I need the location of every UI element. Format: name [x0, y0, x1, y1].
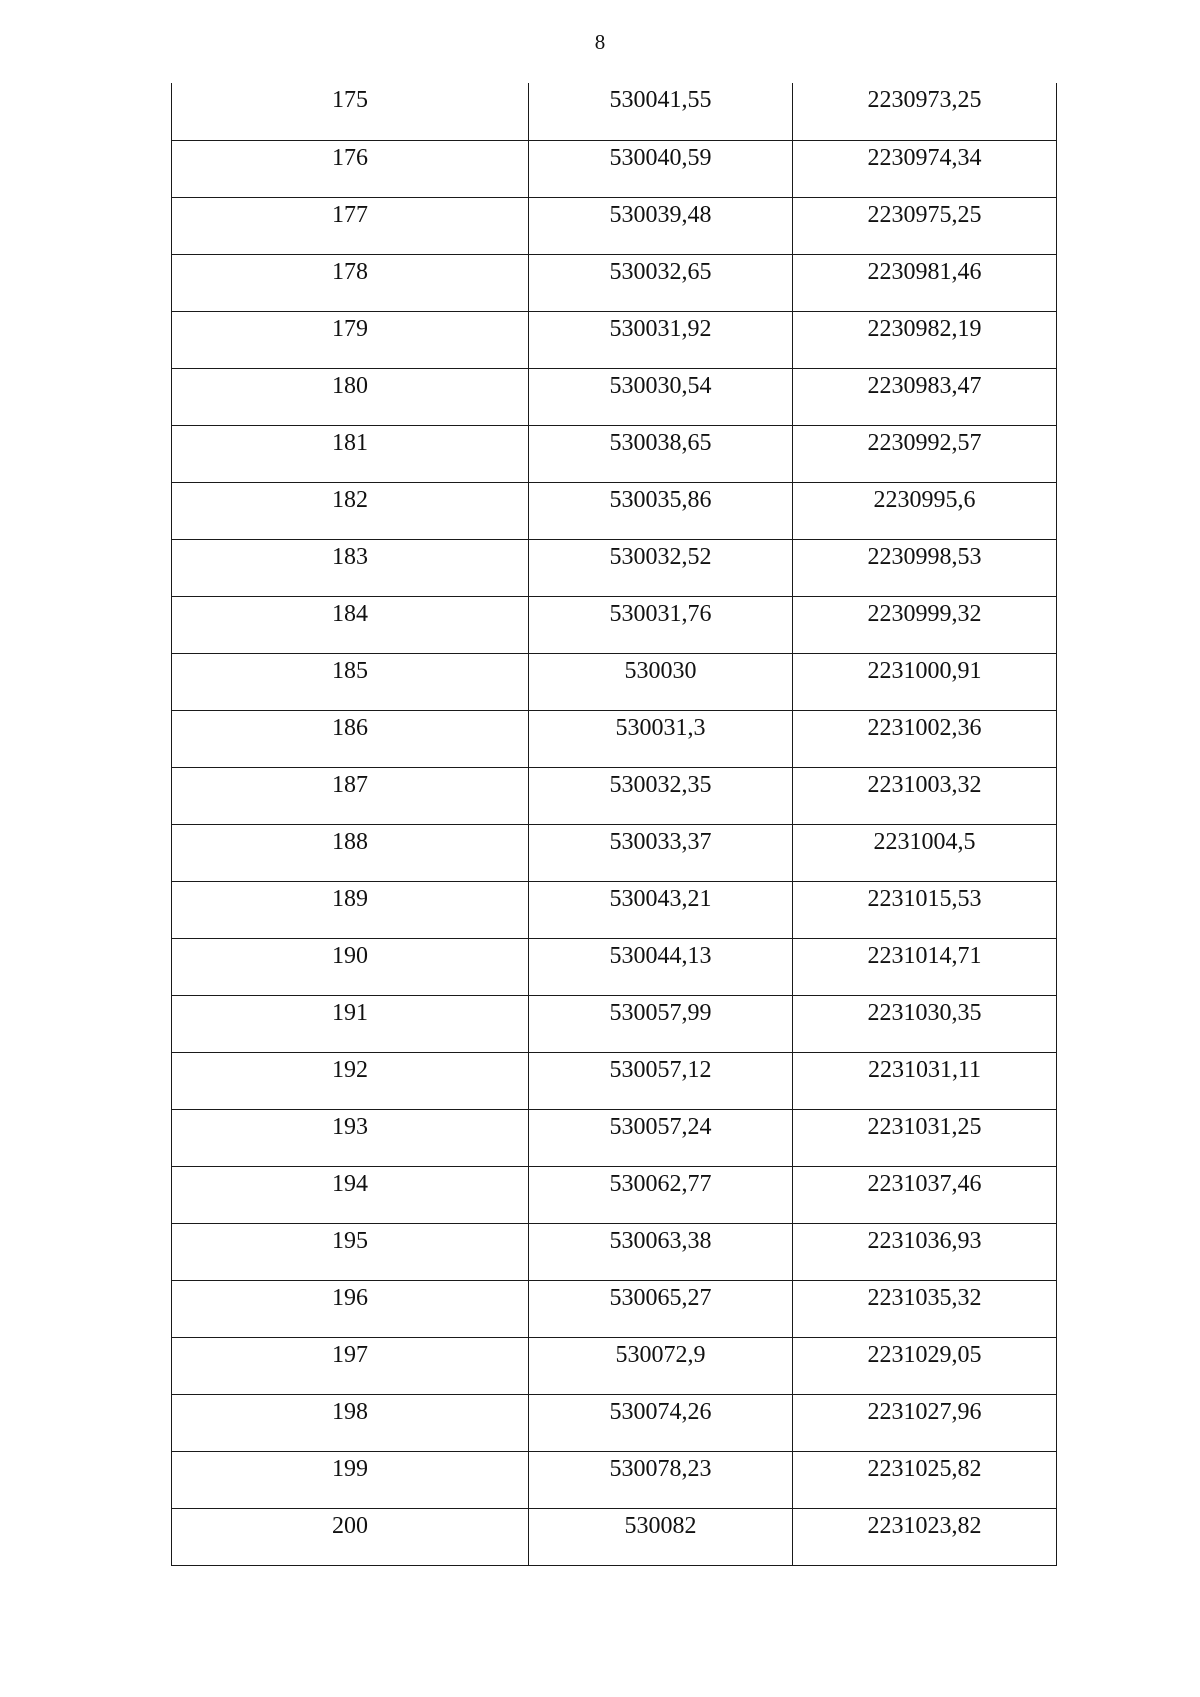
table-row	[172, 1052, 1057, 1109]
x-coordinate-cell: 530057,12	[529, 1052, 793, 1109]
y-coordinate-cell: 2231037,46	[793, 1166, 1057, 1223]
point-number-cell: 176	[172, 140, 529, 197]
point-number-cell: 187	[172, 767, 529, 824]
x-coordinate-cell: 530063,38	[529, 1223, 793, 1280]
y-coordinate-cell: 2231003,32	[793, 767, 1057, 824]
x-coordinate-cell: 530032,52	[529, 539, 793, 596]
y-coordinate-cell: 2231030,35	[793, 995, 1057, 1052]
x-coordinate-cell: 530032,35	[529, 767, 793, 824]
y-coordinate-cell: 2231004,5	[793, 824, 1057, 881]
x-coordinate-cell: 530043,21	[529, 881, 793, 938]
x-coordinate-cell: 530035,86	[529, 482, 793, 539]
point-number-cell: 196	[172, 1280, 529, 1337]
x-coordinate-cell: 530074,26	[529, 1394, 793, 1451]
table-row	[172, 653, 1057, 710]
x-coordinate-cell: 530030	[529, 653, 793, 710]
point-number-cell: 182	[172, 482, 529, 539]
point-number-cell: 190	[172, 938, 529, 995]
point-number-cell: 175	[172, 83, 529, 140]
x-coordinate-cell: 530031,76	[529, 596, 793, 653]
table-body	[172, 83, 1057, 1565]
table-row	[172, 425, 1057, 482]
table-row	[172, 140, 1057, 197]
x-coordinate-cell: 530033,37	[529, 824, 793, 881]
point-number-cell: 179	[172, 311, 529, 368]
table-row	[172, 710, 1057, 767]
page-number: 8	[594, 30, 606, 54]
y-coordinate-cell: 2230982,19	[793, 311, 1057, 368]
table-row	[172, 881, 1057, 938]
x-coordinate-cell: 530057,24	[529, 1109, 793, 1166]
table-row	[172, 938, 1057, 995]
point-number-cell: 184	[172, 596, 529, 653]
point-number-cell: 181	[172, 425, 529, 482]
point-number-cell: 189	[172, 881, 529, 938]
table-row	[172, 1223, 1057, 1280]
table-row	[172, 1394, 1057, 1451]
point-number-cell: 192	[172, 1052, 529, 1109]
x-coordinate-cell: 530040,59	[529, 140, 793, 197]
point-number-cell: 191	[172, 995, 529, 1052]
y-coordinate-cell: 2231025,82	[793, 1451, 1057, 1508]
x-coordinate-cell: 530030,54	[529, 368, 793, 425]
y-coordinate-cell: 2231029,05	[793, 1337, 1057, 1394]
point-number-cell: 178	[172, 254, 529, 311]
table-row	[172, 1109, 1057, 1166]
table-row	[172, 197, 1057, 254]
table-row	[172, 311, 1057, 368]
y-coordinate-cell: 2231036,93	[793, 1223, 1057, 1280]
y-coordinate-cell: 2230998,53	[793, 539, 1057, 596]
y-coordinate-cell: 2230975,25	[793, 197, 1057, 254]
table-row	[172, 482, 1057, 539]
point-number-cell: 188	[172, 824, 529, 881]
point-number-cell: 197	[172, 1337, 529, 1394]
table-row	[172, 995, 1057, 1052]
y-coordinate-cell: 2230999,32	[793, 596, 1057, 653]
table-row	[172, 596, 1057, 653]
table-row	[172, 83, 1057, 140]
table-row	[172, 1280, 1057, 1337]
point-number-cell: 177	[172, 197, 529, 254]
y-coordinate-cell: 2231031,11	[793, 1052, 1057, 1109]
x-coordinate-cell: 530041,55	[529, 83, 793, 140]
table-row	[172, 767, 1057, 824]
point-number-cell: 193	[172, 1109, 529, 1166]
table-row	[172, 254, 1057, 311]
x-coordinate-cell: 530031,92	[529, 311, 793, 368]
y-coordinate-cell: 2231023,82	[793, 1508, 1057, 1565]
x-coordinate-cell: 530038,65	[529, 425, 793, 482]
y-coordinate-cell: 2231035,32	[793, 1280, 1057, 1337]
point-number-cell: 199	[172, 1451, 529, 1508]
y-coordinate-cell: 2230983,47	[793, 368, 1057, 425]
x-coordinate-cell: 530044,13	[529, 938, 793, 995]
x-coordinate-cell: 530057,99	[529, 995, 793, 1052]
point-number-cell: 185	[172, 653, 529, 710]
y-coordinate-cell: 2231027,96	[793, 1394, 1057, 1451]
x-coordinate-cell: 530039,48	[529, 197, 793, 254]
point-number-cell: 186	[172, 710, 529, 767]
x-coordinate-cell: 530078,23	[529, 1451, 793, 1508]
y-coordinate-cell: 2230974,34	[793, 140, 1057, 197]
y-coordinate-cell: 2231031,25	[793, 1109, 1057, 1166]
table-row	[172, 1166, 1057, 1223]
y-coordinate-cell: 2230992,57	[793, 425, 1057, 482]
table-row	[172, 368, 1057, 425]
x-coordinate-cell: 530062,77	[529, 1166, 793, 1223]
table-row	[172, 1451, 1057, 1508]
y-coordinate-cell: 2230981,46	[793, 254, 1057, 311]
x-coordinate-cell: 530031,3	[529, 710, 793, 767]
y-coordinate-cell: 2231002,36	[793, 710, 1057, 767]
point-number-cell: 183	[172, 539, 529, 596]
y-coordinate-cell: 2231000,91	[793, 653, 1057, 710]
point-number-cell: 200	[172, 1508, 529, 1565]
y-coordinate-cell: 2230973,25	[793, 83, 1057, 140]
point-number-cell: 180	[172, 368, 529, 425]
point-number-cell: 198	[172, 1394, 529, 1451]
table-row	[172, 539, 1057, 596]
x-coordinate-cell: 530082	[529, 1508, 793, 1565]
table-row	[172, 1508, 1057, 1565]
table-row	[172, 1337, 1057, 1394]
x-coordinate-cell: 530065,27	[529, 1280, 793, 1337]
point-number-cell: 195	[172, 1223, 529, 1280]
x-coordinate-cell: 530072,9	[529, 1337, 793, 1394]
y-coordinate-cell: 2231015,53	[793, 881, 1057, 938]
y-coordinate-cell: 2231014,71	[793, 938, 1057, 995]
y-coordinate-cell: 2230995,6	[793, 482, 1057, 539]
x-coordinate-cell: 530032,65	[529, 254, 793, 311]
coordinates-table	[171, 83, 1057, 1566]
table-row	[172, 824, 1057, 881]
point-number-cell: 194	[172, 1166, 529, 1223]
